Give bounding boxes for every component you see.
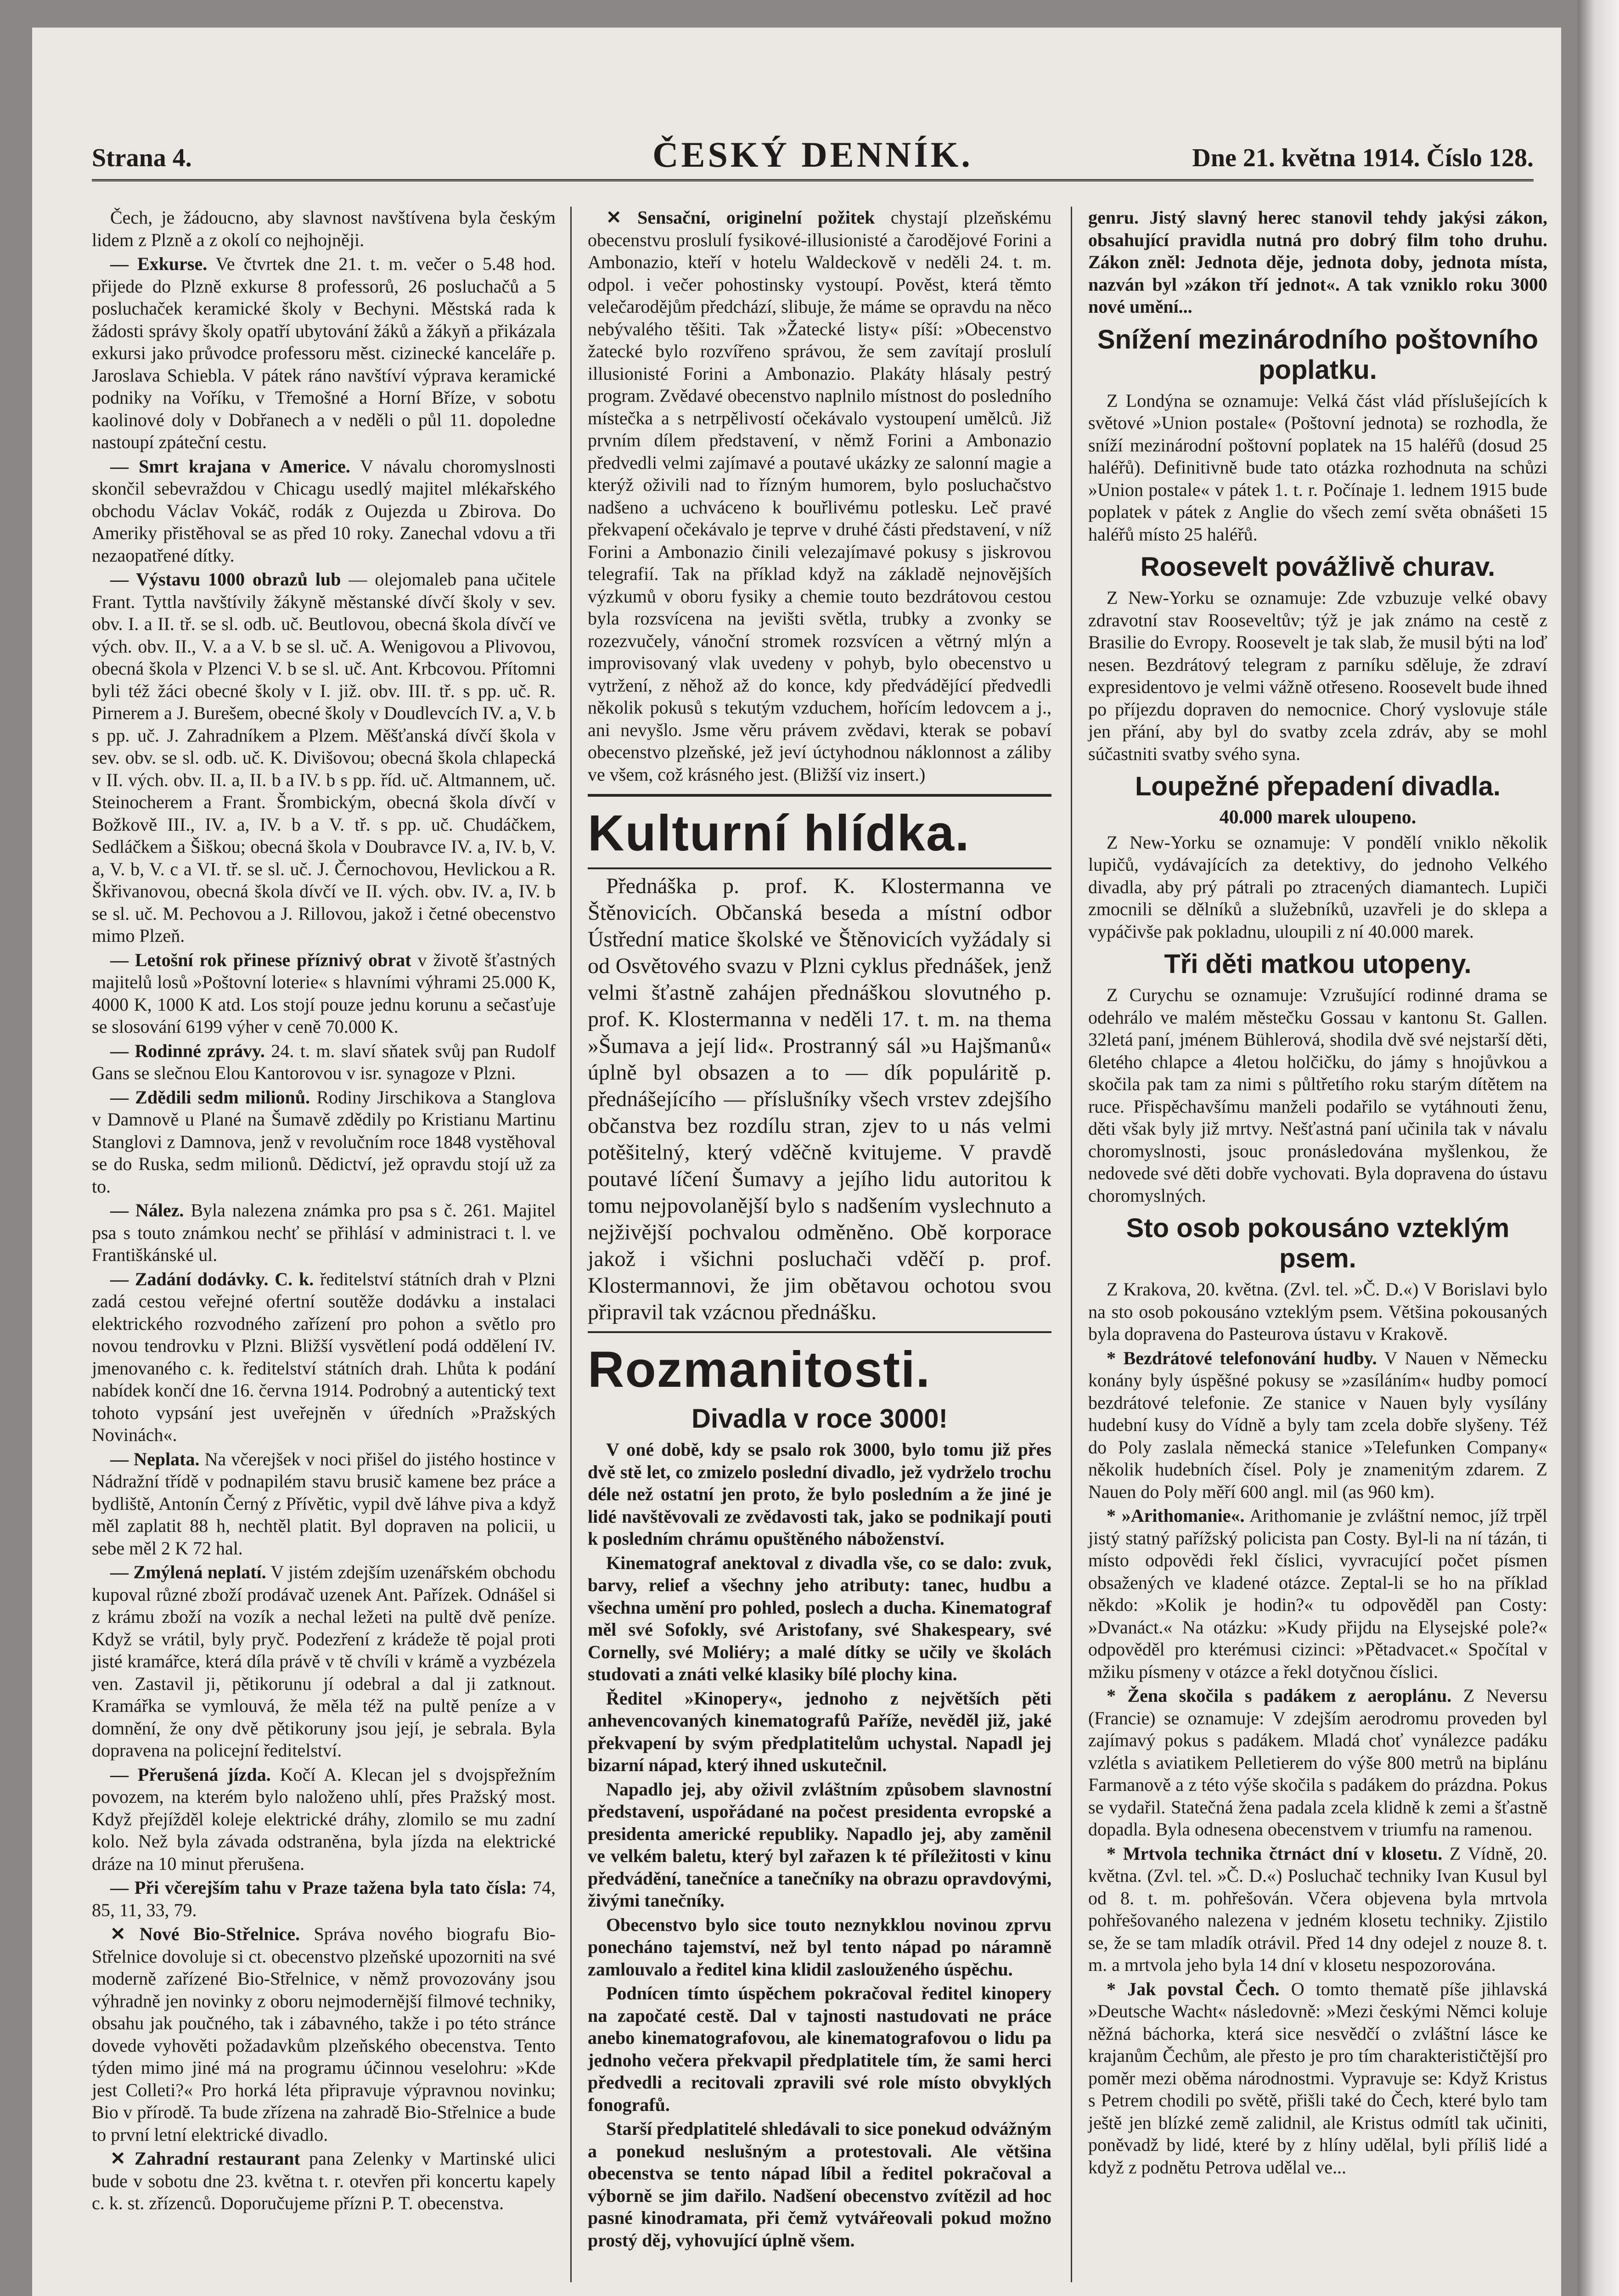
news-item-lead: * »Arithomanie«.: [1107, 1505, 1245, 1526]
news-item: [1088, 1685, 1547, 1841]
news-item-text: v životě šťastných majitelů losů »Poštovní loterie« s hlavními výhrami 25.000 K, 4000 K, 1000 K atd. Los stojí pouze jednu korunu a sečasťuje se slosování 6199 výher v ceně 70.000 K.: [92, 949, 556, 1037]
news-item: [588, 207, 1051, 786]
news-item: [92, 1086, 556, 1198]
news-item-lead: ✕ Nové Bio-Střelnice.: [110, 1924, 300, 1944]
news-item-text: Rodiny Jirschikova a Stanglova v Damnově u Plané na Šumavě zdědily po Kristianu Martinu Stanglovi z Damnova, jenž v revolučním roce 1848 vystěhoval se do Ruska, sedm milionů. Dědictví, jež opravdu stojí už za to.: [92, 1086, 556, 1197]
section-kulturni-title: Kulturní hlídka.: [588, 805, 970, 861]
news-item-text: Na včerejšek v noci přišel do jistého hostince v Nádražní třídě v podnapilém stavu brusič kamene bez práce a bydliště, Antonín Černý z Přívětic, vypil dvě láhve piva a když měl zaplatit 88 h, nechtěl platit. Byl dopraven na policii, u sebe měl 2 K 72 hal.: [92, 1448, 556, 1559]
news-item: [92, 207, 556, 251]
news-item-text: V Nauen v Německu konány byly úspěšné pokusy se »zasíláním« hudby pomocí bezdrátové telefonie. Ze stanice v Nauen byly vysílány hudební kusy do Vídně a byly tam zcela dobře slyšeny. Též do Poly zaslala německá stanice »Telefunken Company« několik hudebních čísel. Poly je znamenitým zdarem. Z Nauen do Poly měří 600 angl. mil (as 960 km).: [1088, 1347, 1547, 1502]
news-item-text: V návalu choromyslnosti skončil sebevraždou v Chicagu usedlý majitel mlékařského obchodu Václav Vokáč, rodák z Oujezda u Zbirova. Do Ameriky přistěhoval se as před 10 roky. Zanechal vdovu a tři nezaopatřené dítky.: [92, 456, 556, 566]
news-item: [92, 1877, 556, 1921]
news-item: [92, 456, 556, 567]
column-rule-2: [1071, 207, 1072, 2282]
news-item-lead: — Zmýlená neplatí.: [110, 1562, 266, 1582]
news-item-text: O tomto thematě píše jihlavská »Deutsche Wacht« následovně: »Mezi českými Němci koluje něžná báchorka, která sice nesvědčí o zvláštní lásce ke krajanům Čechům, ale přesto je pro tím charakterističtější pro poměr mezi oběma národnostmi. Vypravuje se: Když Kristus s Petrem chodili po světě, přišli také do Čech, které bylo tam ještě jen blízké země zalidnil, ale Kristus odmítl tak učiniti, poněvadž by lidé, které by z hlíny udělal, byli příliš lidé a když z podnětu Petrova udělal ve...: [1088, 1978, 1547, 2178]
article-rabid-dog: Z Krakova, 20. května. (Zvl. tel. »Č. D.«) V Borislavi bylo na sto osob pokousáno vzteklým psem. Většina pokousaných byla dopravena do Pasteurova ústavu v Krakově.: [1088, 1279, 1547, 1344]
news-item: [92, 1561, 556, 1762]
news-item: [92, 1764, 556, 1875]
newspaper-page: [32, 28, 1561, 2296]
news-item: [1088, 1843, 1547, 1976]
rozmanitosti-subtitle: Divadla v roce 3000!: [691, 1404, 948, 1434]
news-item-text: pana Zelenky v Martinské ulici bude v sobotu dne 23. května t. r. otevřen při koncertu kapely c. k. st. zřízenců. Doporučujeme přízni P. T. obecenstva.: [92, 2148, 556, 2213]
news-item-lead: — Smrt krajana v Americe.: [110, 456, 350, 477]
news-item: [92, 1448, 556, 1560]
news-item-lead: * Jak povstal Čech.: [1107, 1978, 1280, 1999]
rozmanitosti-paragraph: V oné době, kdy se psalo rok 3000, bylo tomu již přes dvě stě let, co zmizelo poslední divadlo, jež vydrželo trochu déle než ostatní jen proto, že bylo posledním a že jiné je lidé navštěvovali ze zvědavosti tak, jako se podnikají pouti k posledním chrámu opuštěného náboženství.: [588, 1439, 1051, 1549]
separator: [588, 794, 1051, 797]
rozmanitosti-paragraph: Ředitel »Kinopery«, jednoho z největších pěti anhevencovaných kinematografů Paříže, nevěděl již, jaké překvapení by svým předplatitelům uchystal. Napadl jej bizarní nápad, který ihned uskutečnil.: [588, 1688, 1051, 1775]
news-item-text: Čech, je žádoucno, aby slavnost navštívena byla českým lidem z Plzně a z okolí co nejhojněji.: [92, 207, 556, 250]
news-item-text: V jistém zdejším uzenářském obchodu kupoval různé zboží prodávač uzenek Ant. Pařízek. Odnášel si z krámu zboží na vozík a nechal ležeti na pultě dvě peníze. Když se vrátil, byly pryč. Podezření z krádeže tě pojal proti jisté kramářce, která díla právě v tě chvíli v krámě a vyzbézela ven. Zastavil ji, pětikorunu jí odebral a dal ji zatknout. Kramářka se vymlouvá, že měla též na pultě peníze a v domnění, že ony dvě pětikoruny jsou její, je sebrala. Byla dopravena na policejní ředitelství.: [92, 1562, 556, 1761]
section-rozmanitosti-title: Rozmanitosti.: [588, 1341, 931, 1398]
news-item: [1088, 1505, 1547, 1683]
news-item-text: Byla nalezena známka pro psa s č. 261. Majitel psa s touto známkou nechť se přihlásí v administraci t. l. ve Františkánské ul.: [92, 1200, 556, 1265]
column-3: [1088, 207, 1547, 2180]
article-postal: Z Londýna se oznamuje: Velká část vlád příslušejících k světové »Union postale« (Poštovní jednota) se rozhodla, že sníží mezinárodní poštovní poplatek na 15 haléřů (dosud 25 haléřů). Definitivně bude tato otázka rozhodnuta na schůzi »Union postale« v pátek 1. t. r. Počínaje 1. lednem 1915 bude poplatek v pátek z Anglie do všech zemí světa obnášeti 15 haléřů místo 25 haléřů.: [1088, 390, 1547, 545]
news-item-text: 74, 85, 11, 33, 79.: [92, 1877, 556, 1920]
news-item: [92, 1199, 556, 1266]
news-item-text: ředitelství státních drah v Plzni zadá cestou veřejné ofertní soutěže dodávku a instalaci elektrického rozvodného zařízení pro pohon a světlo pro novou tendrovku v Plzni. Bližší vysvětlení podá oddělení IV. jmenovaného c. k. ředitelství státních drah. Lhůta k podání nabídek končí dne 16. června 1914. Podrobný a autentický text tohoto vypsání jest uveřejněn v úředních »Pražských Novinách«.: [92, 1268, 556, 1445]
news-item-lead: — Zdědili sedm milionů.: [110, 1086, 310, 1108]
rozmanitosti-paragraph: Podnícen tímto úspěchem pokračoval ředitel kinopery na započaté cestě. Dal v tajnosti nastudovati ne práce anebo kinematografovou, ale kinematografovou o lidu pa jednoho večera překvapil předplatitele tím, že sami herci předvedli a recitovali zpravili své role místo obvyklých fonografů.: [588, 1983, 1051, 2115]
news-item: [92, 2148, 556, 2215]
headline-theatre-robbery: Loupežné přepadení divadla.: [1135, 771, 1501, 801]
rozmanitosti-paragraph: Napadlo jej, aby oživil zvláštním způsobem slavnostní představení, uspořádané na počest presidenta evropské a presidenta americké republiky. Napadlo jej, aby zaměnil ve velkém baletu, který byl zařazen k té příležitosti v kinu předvádění, tanečníce a tanečníky na obrazu opravdovými, živými tanečníky.: [588, 1778, 1051, 1911]
column-2: [588, 207, 1051, 2253]
news-item-lead: * Mrtvola technika čtrnáct dní v klosetu.: [1107, 1843, 1443, 1864]
news-item-lead: — Neplata.: [110, 1448, 200, 1469]
issue-date: Dne 21. května 1914. Číslo 128.: [1192, 144, 1534, 172]
page-header: [92, 129, 1534, 181]
news-item: [1088, 1347, 1547, 1503]
rozmanitosti-article: [588, 1439, 1051, 2251]
news-item-lead: — Zadání dodávky. C. k.: [110, 1268, 314, 1289]
news-item-text: — olejomaleb pana učitele Frant. Tyttla navštívily žákyně městanské dívčí školy v sev. obv. I. a II. tř. se sl. odb. uč. Beutlovou, obecná škola dívčí ve vých. obv. II., V. a a V. b se sl. uč. A. Wenigovou a Plivovou, obecná škola v Plzenci V. b se sl. uč. Ant. Krbcovou. Přítomni byli též žáci obecné školy v I. již. obv. III. tř. s pp. uč. R. Pirnerem a J. Burešem, obecné školy v Doudlevcích IV. a, V. b s pp. uč. J. Zahradníkem a Plzem. Měšťanská dívčí škola v sev. obv. se sl. odb. uč. K. Divišovou; obecná škola chlapecká v II. vých. obv. II. a, II. b a IV. b s pp. říd. uč. Altmannem, uč. Steinocherem a Frant. Šrombickým, obecná škola dívčí v Božkově III., IV. a, IV. b a V. tř. s pp. uč. Chudáčkem, Sedláčkem a Šiškou; obecná škola v Doubravce IV. a, IV. b, V. a, V. b, V. c a VI. tř. se sl. uč. J. Černochovou, Hevlickou a R. Škřivanovou, obecná škola dívčí ve II. vých. obv. IV. a, IV. b se sl. uč. M. Pechovou a J. Rillovou, jakož i četné obecenstvo mimo Plzeň.: [92, 569, 556, 946]
news-item-lead: — Letošní rok přinese příznivý obrat: [110, 949, 411, 970]
subhead-theatre-robbery: 40.000 marek uloupeno.: [1219, 807, 1417, 828]
news-item-text: chystají plzeňskému obecenstvu proslulí fysikové-illusionisté a čarodějové Forini a Ambonazio, kteří v hotelu Waldeckově v neděli 24. t. m. odpol. i večer pohostinsky vystoupí. Pověst, která těmto velečarodějům předchází, slibuje, že máme se opravdu na něco nebývalého těšiti. Tak »Žatecké listy« píší: »Obecenstvo žatecké bylo rozvířeno správou, že sem zavítají proslulí illusionisté Forini a Ambonazio. Plakáty hlásaly pestrý program. Zvědavé obecenstvo naplnilo místnost do posledního místečka a s netrpělivostí očekávalo vystoupení umělců. Již prvním dílem představení, v němž Forini a Ambonazio předvedli velmi zajímavé a poutavé ukázky ze salonní magie a kterýž oživili nad to řízným humorem, bylo posluchačstvo nadšeno a uchváceno k bouřlivému potlesku. Leč pravé překvapení očekávalo je teprve v druhé části představení, v níž Forini a Ambonazio činili velezajímavé pokusy s jiskrovou telegrafií. Tak na příklad když na základě nejnovějších výzkumů v oboru fysiky a chemie touto bezdrátovou cestou byla rozsvícena na jevišti světla, trubky a zvonky se rozezvučely, vánoční stromek rozsvícen a větrný mlýn a improvisovaný vlak uvedeny v pohyb, bylo obecenstvo u vytržení, z něhož až do konce, kdy předvádějící předvedli několik pokusů s tekutým vzduchem, hořícím ledovcem a j., ani nevyšlo. Jsme věru právem zvědavi, kterak se pobaví obecenstvo plzeňské, jež jeví úctyhodnou náklonnost a záliby ve všem, což krásného jest. (Bližší viz insert.): [588, 207, 1051, 785]
news-item: [92, 1268, 556, 1446]
article-roosevelt: Z New-Yorku se oznamuje: Zde vzbuzuje velké obavy zdravotní stav Rooseveltův; týž je jak známo na cestě z Brasilie do Evropy. Roosevelt je tak slab, že musil býti na loď nesen. Bezdrátový telegram z parníku sděluje, že zdraví expresidentovo je velmi vážně otřeseno. Roosevelt bude ihned po příjezdu dopraven do nemocnice. Chorý vyslovuje stále jen přání, aby byl do svatby zcela zdráv, aby se mohl súčastniti svatby svého syna.: [1088, 587, 1547, 764]
news-item: [92, 253, 556, 454]
news-item-text: Správa nového biografu Bio-Střelnice dovoluje si ct. obecenstvo plzeňské upozorniti na své moderně zařízené Bio-Střelnice, v němž provozovány jsou výhradně jen novinky z oboru nejmodernější filmové techniky, obsahu jak poučného, tak i zábavného, takže i po této stránce dovede vyhověti požadavkům plzeňského obecenstva. Tento týden mimo jiné má na programu účinnou veselohru: »Kde jest Colleti?« Pro horká léta připravuje výpravnou novinku; Bio v přírodě. Ta bude zřízena na zahradě Bio-Střelnice a bude to první letní elektrické divadlo.: [92, 1924, 556, 2145]
news-item: [92, 1923, 556, 2146]
rozmanitosti-paragraph: Kinematograf anektoval z divadla vše, co se dalo: zvuk, barvy, relief a všechny jeho atributy: tanec, hudbu a všechna umění pro pohled, poslech a ducha. Kinematograf měl své Sofokly, své Aristofany, své Shakespeary, své Cornelly, své Moliéry; a malé dítky se učily ve školách studovati a znáti velké klasiky bílé plochy kina.: [588, 1552, 1051, 1684]
news-item: [92, 1040, 556, 1085]
news-item-text: Kočí A. Klecan jel s dvojspřežním povozem, na kterém bylo naloženo uhlí, přes Pražský most. Když přejížděl koleje elektrické dráhy, zlomilo se mu zadní kolo. Než byla závada odstraněna, byla jízda na elektrické dráze na 10 minut přerušena.: [92, 1764, 556, 1874]
kulturni-text: Přednáška p. prof. K. Klostermanna ve Štěnovicích. Občanská beseda a místní odbor Ústřední matice školské ve Štěnovicích vyžádaly si od Osvětového svazu v Plzni cyklus přednášek, jenž velmi šťastně zahájen přednáškou slovutného p. prof. K. Klostermanna v neděli 17. t. m. na thema »Šumava a její lid«. Prostranný sál »u Hajšmanů« úplně byl obsazen a to — dík populáritě p. přednášejícího — příslušníky všech vrstev zdejšího občanstva bez rozdílu stran, zjev to u nás velmi potěšitelný, který vděčně kvitujeme. V pravdě poutavé líčení Šumavy a jejího lidu autoritou k tomu nejpovolanější bylo s nadšením vyslechnuto a nejživější pochvalou odměněno. Obě korporace jakož i všichni posluchači vděčí p. prof. Klostermannovi, že jim obětavou ochotou svou připravil tak vzácnou přednášku.: [588, 874, 1051, 1324]
news-item-lead: — Výstavu 1000 obrazů lub: [110, 569, 341, 590]
rozmanitosti-paragraph: Obecenstvo bylo sice touto neznykklou novinou zprvu ponecháno tajemství, než byl tento nápad po náramně zamlouvalo a ředitel kina klidil zaslouženého úspěchu.: [588, 1914, 1051, 1980]
masthead-title: ČESKÝ DENNÍK.: [652, 135, 973, 174]
news-item-text: Arithomanie je zvláštní nemoc, jíž trpěl jistý statný pařížský policista pan Costy. Byl-li na ní tázán, ti místo odpovědi řekl číslici, vyvracující počet písmen obsažených ve kladené otázce. Zeptal-li se ho na příklad někdo: »Kolik je hodin?« tu odpověděl pan Costy: »Dvanáct.« Na otázku: »Kudy přijdu na Elysejské pole?« odpověděl pro kterémusi cizinci: »Pětadvacet.« Spočítal v mžiku písmeny v otázce a řekl dotyčnou číslici.: [1088, 1505, 1547, 1682]
news-item-text: 24. t. m. slaví sňatek svůj pan Rudolf Gans se slečnou Elou Kantorovou v isr. synagoze v Plzni.: [92, 1040, 556, 1083]
headline-roosevelt: Roosevelt povážlivě churav.: [1140, 552, 1495, 582]
news-item-lead: * Žena skočila s padákem z aeroplánu.: [1107, 1685, 1452, 1706]
news-item-text: Z Neversu (Francie) se oznamuje: V zdejším aerodromu proveden byl zajímavý pokus s padákem. Mladá choť vynálezce padáku vzlétla s aviatikem Pelletierem do výše 800 metrů na biplánu Farmanově a z této výše skočila s padákem do prázdna. Pokus se vydařil. Statečná žena padala zcela klidně k zemi a šťastně dopadla. Byla odnesena obecenstvem v triumfu na ramenou.: [1088, 1685, 1547, 1840]
page-spine: [1578, 0, 1619, 2296]
news-item-lead: — Rodinné zprávy.: [110, 1040, 265, 1061]
col2-notices: [588, 207, 1051, 786]
genre-continuation: genru. Jistý slavný herec stanovil tehdy jakýsi zákon, obsahující pravidla nutná pro dobrý film toho druhu. Zákon zněl: Jednota děje, jednota doby, jednota místa, nazván byl »zákon tří jednot«. A tak vzniklo roku 3000 nové umění...: [1088, 207, 1547, 317]
news-item-lead: ✕ Sensační, originelní požitek: [606, 207, 875, 228]
kulturni-article: [588, 867, 1051, 1333]
col3-short-items: [1088, 1347, 1547, 2179]
article-theatre-robbery: Z New-Yorku se oznamuje: V pondělí vniklo několik lupičů, vydávajících za detektivy, do jednoho Velkého divadla, aby prý pátrali po ztracených diamantech. Lupiči zmocnili se dělníků a služebníků, uzavřeli je do sklepa a vypáčivše pak pokladnu, uloupili z ní 40.000 marek.: [1088, 832, 1547, 942]
news-item: [92, 568, 556, 947]
page-number: Strana 4.: [92, 144, 192, 172]
rozmanitosti-paragraph: Starší předplatitelé shledávali to sice ponekud odvážným a ponekud neslušným a protestovali. Ale většina obecenstva se tento nápad líbil a ředitel pokračoval a výborně se jim dařilo. Nadšení obecenstvo zvítězil ad hoc pasné kinodramata, při čemž vytvářeovali pokud možno prostý děj, vyhovující úplně všem.: [588, 2118, 1051, 2251]
news-item-lead: * Bezdrátové telefonování hudby.: [1107, 1347, 1377, 1368]
news-item-lead: — Exkurse.: [110, 253, 208, 274]
headline-children: Tři děti matkou utopeny.: [1164, 949, 1472, 979]
news-item-text: Ve čtvrtek dne 21. t. m. večer o 5.48 hod. přijede do Plzně exkurse 8 professorů, 26 posluchačů a 5 posluchaček keramické školy v Bechyni. Městská rada k žádosti správy školy opatří ubytování žáků a žákyň a přikázala exkursi jako průvodce professoru měst. cizinecké kanceláře p. Jaroslava Schiebla. V pátek ráno navštíví výprava keramické podniky na Voříku, v Třemošné a Horní Bříze, v sobotu kaolinové doly v Dobřanech a v neděli o půl 11. dopoledne nastoupí zpáteční cestu.: [92, 253, 556, 452]
news-item: [1088, 1978, 1547, 2179]
article-children: Z Curychu se oznamuje: Vzrušující rodinné drama se odehrálo ve malém městečku Gossau v kantonu St. Gallen. 32letá paní, jménem Bühlerová, shodila dvě své nejstarší děti, 6letého chlapce a 4letou holčičku, do jámy s hnojůvkou a skočila pak tam za nimi s půltřetího roku starým dítětem na ruce. Přispěchavšímu manželi podařilo se vytáhnouti ženu, děti však byly již mrtvy. Nešťastná paní učinila tak v návalu choromyslnosti, jsouc pronásledována myšlenkou, že nedovede své děti dobře vychovati. Byla dopravena do ústavu choromyslných.: [1088, 985, 1547, 1206]
column-rule-1: [570, 207, 572, 2282]
headline-rabid-dog: Sto osob pokousáno vzteklým psem.: [1126, 1213, 1510, 1273]
news-item-text: Z Vídně, 20. května. (Zvl. tel. »Č. D.«) Posluchač techniky Ivan Kusul byl od 8. t. m. pohřešován. Včera objevena byla mrtvola pohřešovaného nalezena v jedném klosetu techniky. Zjistilo se, že se tam mladík otrávil. Před 14 dny odejel z nouze 8. t. m. a mrtvola jeho byla 14 dní v klosetu nespozorována.: [1088, 1843, 1548, 1975]
news-item-lead: — Přerušená jízda.: [110, 1764, 271, 1785]
news-item-lead: — Nález.: [110, 1200, 184, 1221]
column-1: [92, 207, 556, 2217]
news-item-lead: — Při včerejším tahu v Praze tažena byla tato čísla:: [110, 1877, 527, 1898]
news-item: [92, 949, 556, 1038]
news-item-lead: ✕ Zahradní restaurant: [110, 2148, 300, 2169]
headline-postal: Snížení mezinárodního poštovního poplatku.: [1097, 324, 1539, 385]
